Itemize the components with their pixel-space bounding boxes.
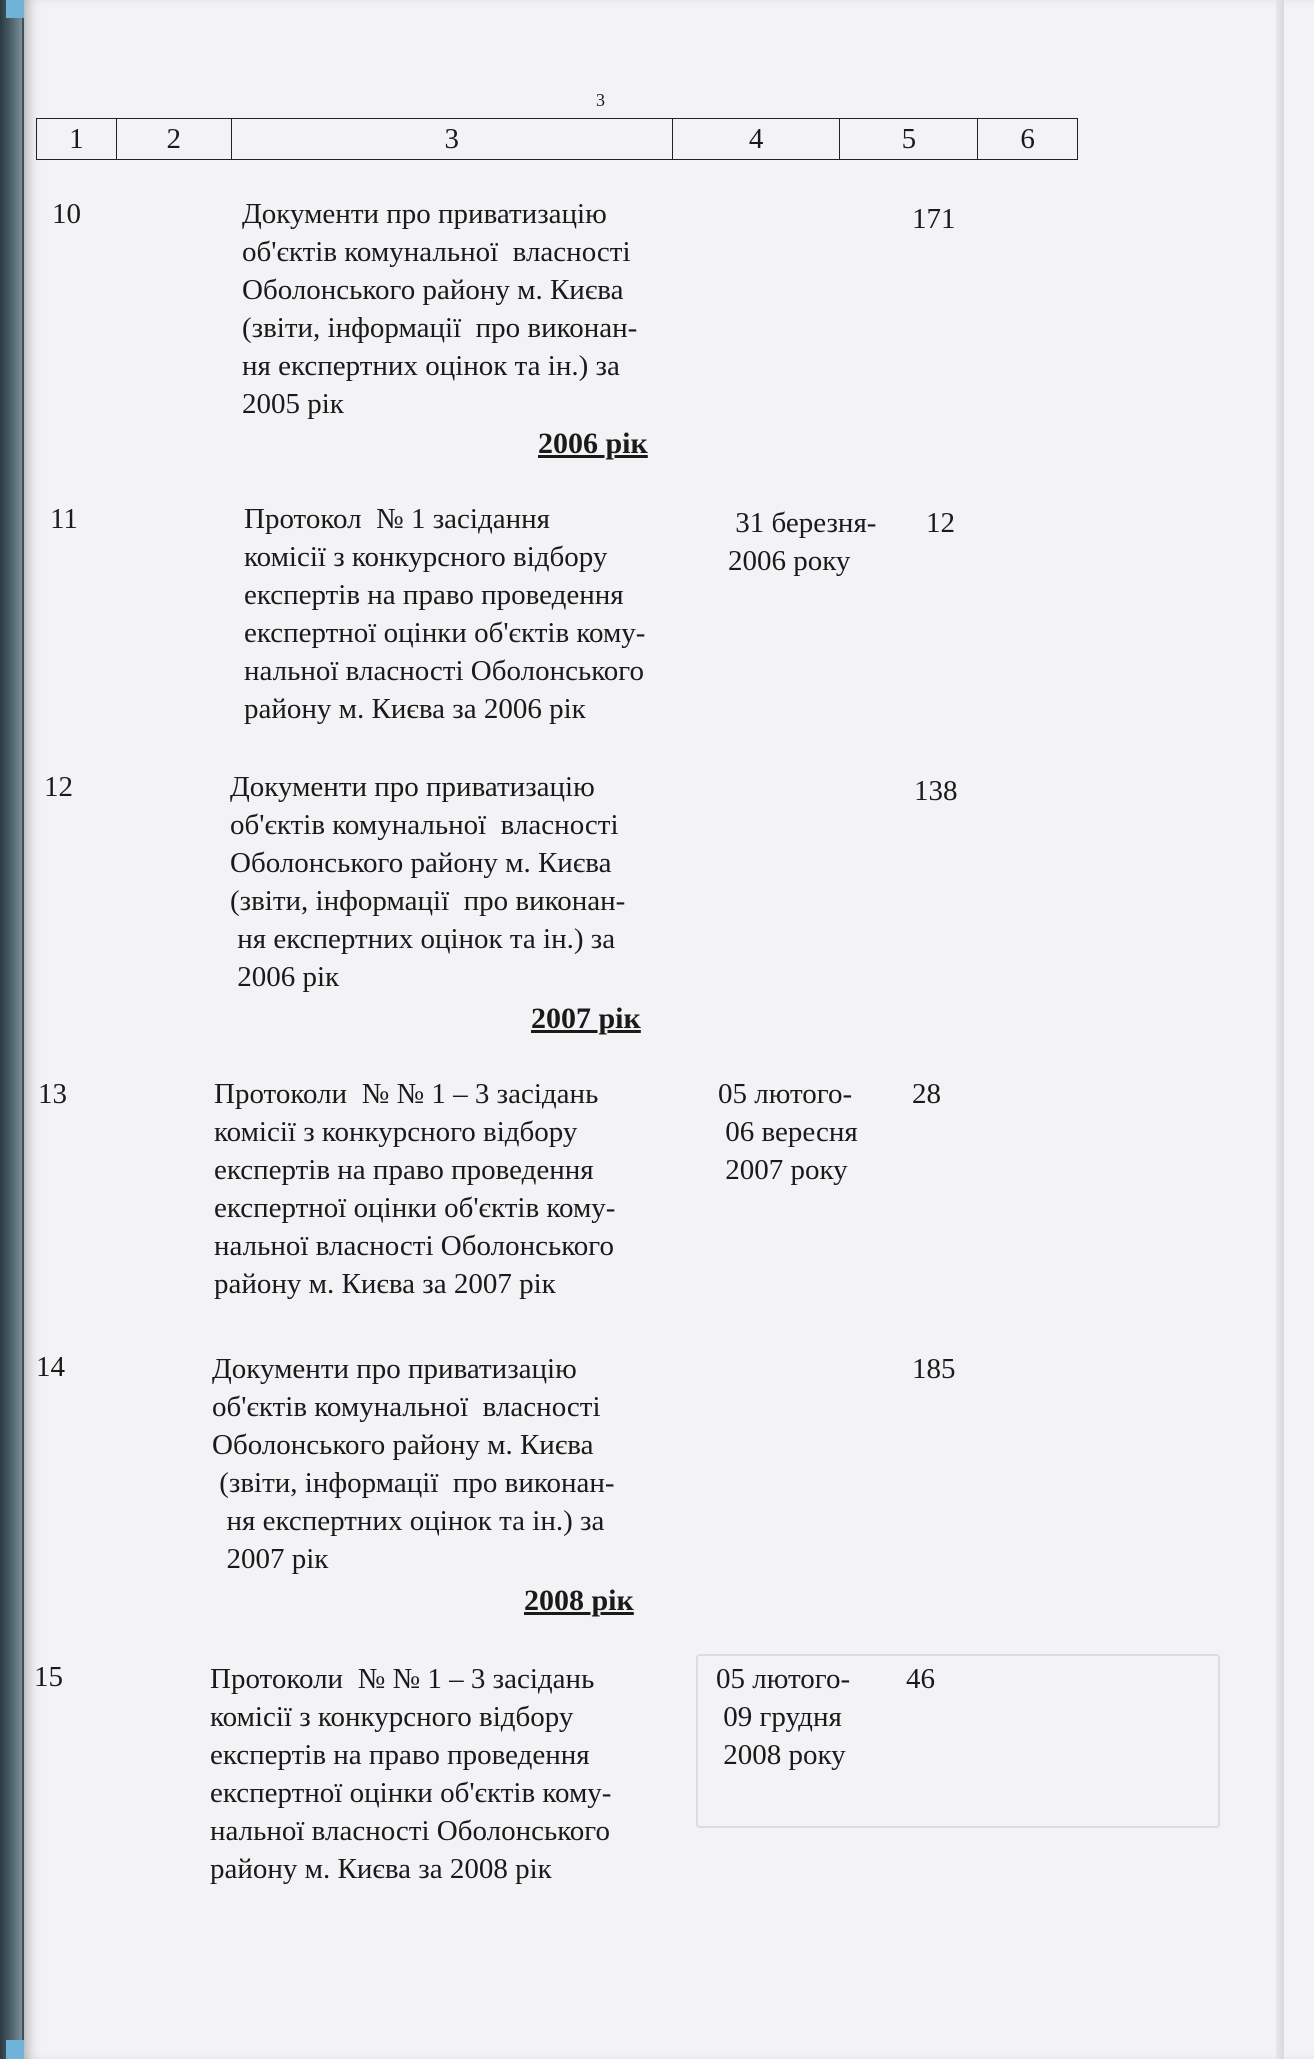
row-title: Документи про приватизацію об'єктів комунальної власності Оболонського району м. Києва (звіти, інформації про виконан- ня експертних оцінок та ін.) за 2006 рік [230,771,626,993]
row-number: 12 [44,771,73,803]
row-number: 13 [38,1078,67,1110]
row-count: 138 [914,775,958,807]
row-date: 31 березня- 2006 року [728,507,877,577]
column-header-2: 2 [117,119,232,159]
row-count: 28 [912,1078,941,1110]
binding-edge [0,0,22,2059]
row-date: 05 лютого- 06 вересня 2007 року [718,1078,858,1186]
row-count: 185 [912,1353,956,1385]
row-count: 171 [912,203,956,235]
column-header-1: 1 [37,119,117,159]
row-number: 14 [36,1351,65,1383]
page-number: 3 [596,90,605,110]
row-number: 11 [50,503,78,535]
year-heading: 2006 рік [538,427,648,460]
page-edge [1276,0,1284,2059]
row-date: 05 лютого- 09 грудня 2008 року [716,1663,851,1771]
column-header [36,118,1078,160]
column-header-3: 3 [232,119,673,159]
row-number: 15 [34,1661,63,1693]
year-heading: 2008 рік [524,1584,634,1617]
row-title: Документи про приватизацію об'єктів комунальної власності Оболонського району м. Києва (звіти, інформації про виконан- ня експертних оцінок та ін.) за 2005 рік [242,198,638,420]
row-title: Протоколи № № 1 – 3 засідань комісії з конкурсного відбору експертів на право проведення експертної оцінки об'єктів кому- нальної власності Оболонського району м. Києва за 2007 рік [214,1078,616,1300]
column-header-4: 4 [673,119,841,159]
row-title: Протоколи № № 1 – 3 засідань комісії з конкурсного відбору експертів на право проведення експертної оцінки об'єктів кому- нальної власності Оболонського району м. Києва за 2008 рік [210,1663,612,1885]
row-count: 46 [906,1663,935,1695]
row-count: 12 [926,507,955,539]
row-title: Протокол № 1 засідання комісії з конкурсного відбору експертів на право проведення експертної оцінки об'єктів кому- нальної власності Оболонського району м. Києва за 2006 рік [244,503,646,725]
row-title: Документи про приватизацію об'єктів комунальної власності Оболонського району м. Києва (звіти, інформації про виконан- ня експертних оцінок та ін.) за 2007 рік [212,1353,615,1575]
row-number: 10 [52,198,81,230]
year-heading: 2007 рік [531,1002,641,1035]
column-header-6: 6 [1020,122,1035,155]
column-header-5: 5 [840,119,978,159]
